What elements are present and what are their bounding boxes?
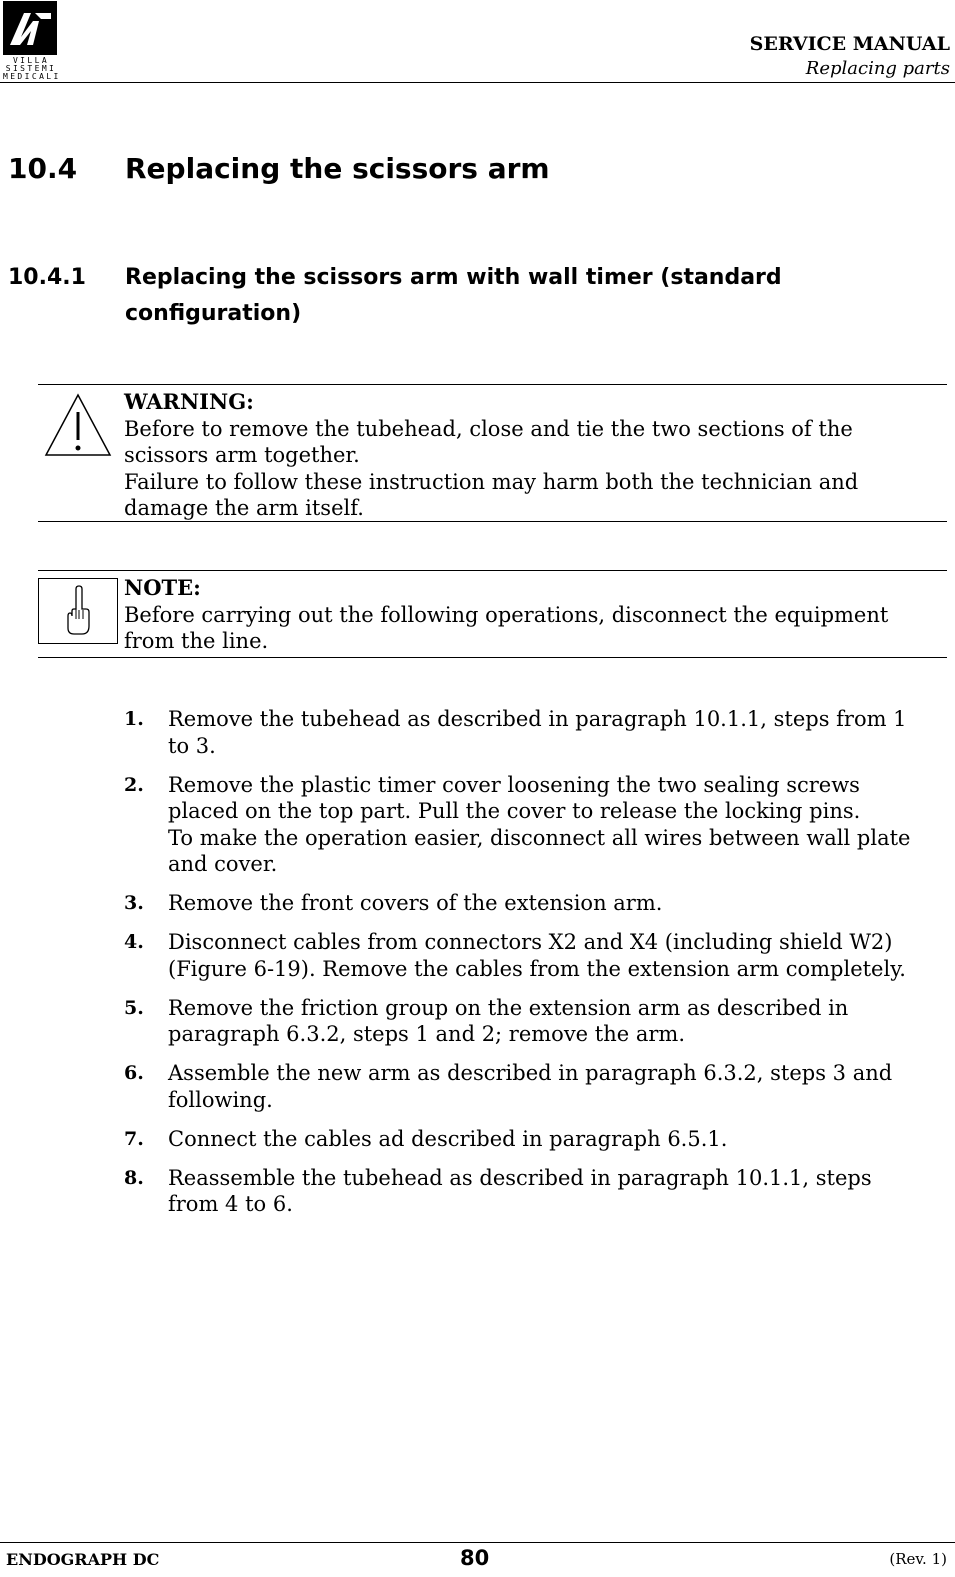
list-item	[124, 929, 949, 982]
warning-label: WARNING:	[124, 389, 254, 414]
procedure-steps	[124, 706, 949, 1230]
list-item	[124, 1060, 949, 1113]
step-number: 5.	[124, 996, 144, 1019]
list-item	[124, 1126, 949, 1153]
section-title: Replacing the scissors arm	[125, 152, 550, 185]
footer-revision: (Rev. 1)	[889, 1550, 947, 1568]
warning-line: Before to remove the tubehead, close and tie the two sections of the	[124, 416, 853, 441]
step-line: Remove the front covers of the extension arm.	[168, 891, 663, 915]
step-number: 2.	[124, 773, 144, 796]
step-number: 3.	[124, 892, 144, 914]
header-divider	[0, 82, 955, 83]
step-line: from 4 to 6.	[168, 1192, 293, 1216]
note-box	[124, 575, 944, 655]
pointing-hand-icon	[38, 578, 118, 644]
warning-line: Failure to follow these instruction may harm both the technician and	[124, 469, 859, 494]
villa-logo-icon	[3, 1, 57, 55]
warning-line: scissors arm together.	[124, 443, 360, 467]
note-bottom-rule	[38, 657, 947, 658]
step-line: and cover.	[168, 852, 278, 876]
step-line: Reassemble the tubehead as described in paragraph 10.1.1, steps	[168, 1165, 872, 1190]
list-item	[124, 1165, 949, 1218]
note-line: Before carrying out the following operations, disconnect the equipment	[124, 602, 889, 627]
step-line: paragraph 6.3.2, steps 1 and 2; remove the arm.	[168, 1022, 686, 1046]
step-number: 6.	[124, 1062, 144, 1084]
step-line: Remove the plastic timer cover loosening the two sealing screws	[168, 772, 860, 797]
step-line: following.	[168, 1087, 273, 1112]
list-item	[124, 706, 949, 759]
step-line: placed on the top part. Pull the cover to release the locking pins.	[168, 799, 861, 823]
step-line: (Figure 6-19). Remove the cables from the extension arm completely.	[168, 956, 906, 981]
step-line: To make the operation easier, disconnect all wires between wall plate	[168, 825, 911, 850]
logo-line-villa: VILLA	[12, 56, 50, 65]
warning-box	[124, 389, 944, 522]
warning-line: damage the arm itself.	[124, 496, 364, 520]
header-subtitle: Replacing parts	[805, 58, 950, 79]
step-line: Remove the friction group on the extension arm as described in	[168, 995, 849, 1020]
note-label: NOTE:	[124, 575, 201, 600]
step-line: to 3.	[168, 733, 216, 758]
note-top-rule	[38, 570, 947, 571]
logo-line-sistemi: SISTEMI	[5, 64, 57, 73]
note-line: from the line.	[124, 629, 269, 653]
step-line: Disconnect cables from connectors X2 and X4 (including shield W2)	[168, 930, 893, 954]
warning-bottom-rule	[38, 521, 947, 522]
list-item	[124, 772, 949, 878]
page-number: 80	[460, 1546, 490, 1570]
section-number: 10.4	[8, 152, 78, 185]
warning-triangle-icon	[44, 392, 112, 458]
footer-divider	[0, 1542, 955, 1543]
step-line: Connect the cables ad described in paragraph 6.5.1.	[168, 1126, 728, 1151]
step-number: 7.	[124, 1127, 144, 1150]
company-logo	[3, 1, 59, 81]
footer-product: ENDOGRAPH DC	[6, 1550, 160, 1569]
step-number: 1.	[124, 708, 144, 730]
warning-top-rule	[38, 384, 947, 385]
step-line: Remove the tubehead as described in paragraph 10.1.1, steps from 1	[168, 707, 907, 731]
subsection-number: 10.4.1	[8, 265, 86, 290]
logo-line-medicali: MEDICALI	[3, 72, 61, 81]
step-number: 4.	[124, 931, 144, 953]
subsection-title: Replacing the scissors arm with wall timer (standard configuration)	[125, 265, 782, 326]
step-line: Assemble the new arm as described in paragraph 6.3.2, steps 3 and	[168, 1061, 893, 1085]
step-number: 8.	[124, 1166, 144, 1189]
list-item	[124, 995, 949, 1048]
header-title: SERVICE MANUAL	[749, 33, 950, 55]
section-heading	[8, 152, 550, 185]
list-item	[124, 890, 949, 917]
